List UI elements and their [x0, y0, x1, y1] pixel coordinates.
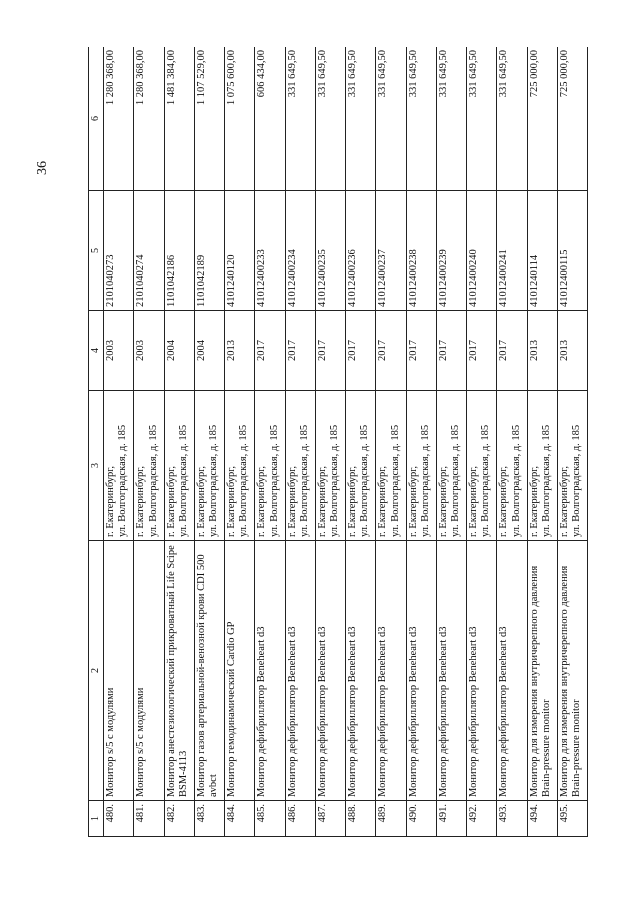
row-number-cell: 481. — [134, 801, 164, 837]
year-cell: 2017 — [467, 311, 497, 391]
cost-cell: 331 649,50 — [406, 47, 436, 191]
row-number-cell: 492. — [467, 801, 497, 837]
item-name-cell: Монитор s/5 с модулями — [134, 541, 164, 801]
inventory-code-cell: 2101040273 — [104, 191, 134, 311]
row-number-cell: 495. — [557, 801, 587, 837]
year-cell: 2004 — [194, 311, 224, 391]
address-line: г. Екатеринбург, — [165, 465, 177, 537]
item-name-cell: Монитор дефибриллятор Beneheart d3 — [406, 541, 436, 801]
item-name-cell: Монитор дефибриллятор Beneheart d3 — [467, 541, 497, 801]
inventory-code-cell: 41012400233 — [255, 191, 285, 311]
address-line: г. Екатеринбург, — [468, 465, 479, 537]
table-row — [497, 47, 527, 837]
year-cell: 2017 — [497, 311, 527, 391]
cost-cell: 331 649,50 — [436, 47, 466, 191]
cost-cell: 1 481 384,00 — [164, 47, 194, 191]
cost-cell: 331 649,50 — [285, 47, 315, 191]
table-row — [527, 47, 557, 837]
address-line: г. Екатеринбург, — [347, 465, 358, 537]
inventory-code-cell: 41012400115 — [557, 191, 587, 311]
address-line: г. Екатеринбург, — [558, 465, 570, 537]
year-cell: 2017 — [255, 311, 285, 391]
item-name-cell: Монитор дефибриллятор Beneheart d3 — [346, 541, 376, 801]
year-cell: 2003 — [104, 311, 134, 391]
address-line: г. Екатеринбург, — [286, 465, 298, 537]
inventory-code-cell: 4101240120 — [225, 191, 255, 311]
inventory-code-cell: 41012400237 — [376, 191, 406, 311]
column-header: 2 — [89, 541, 104, 801]
address-cell — [467, 391, 497, 541]
inventory-code-cell: 41012400240 — [467, 191, 497, 311]
address-line: г. Екатеринбург, — [407, 465, 419, 537]
inventory-code-cell: 41012400236 — [346, 191, 376, 311]
address-line: ул. Волгоградская, д. 185 — [389, 424, 401, 537]
address-cell — [104, 391, 134, 541]
address-line: г. Екатеринбург, — [135, 465, 147, 537]
inventory-code-cell: 2101040274 — [134, 191, 164, 311]
row-number-cell: 486. — [285, 801, 315, 837]
row-number-cell: 480. — [104, 801, 134, 837]
inventory-code-cell: 41012400239 — [436, 191, 466, 311]
item-name-cell: Монитор гемодинамический Cardio GP — [225, 541, 255, 801]
year-cell: 2017 — [376, 311, 406, 391]
year-cell: 2013 — [527, 311, 557, 391]
inventory-code-cell: 1101042186 — [164, 191, 194, 311]
column-header: 4 — [89, 311, 104, 391]
address-line: ул. Волгоградская, д. 185 — [268, 424, 280, 537]
column-header: 3 — [89, 391, 104, 541]
cost-cell: 331 649,50 — [497, 47, 527, 191]
year-cell: 2017 — [315, 311, 345, 391]
cost-cell: 1 280 368,00 — [134, 47, 164, 191]
address-line: ул. Волгоградская, д. 185 — [298, 424, 310, 537]
address-line: ул. Волгоградская, д. 185 — [510, 424, 522, 537]
address-cell — [225, 391, 255, 541]
year-cell: 2017 — [346, 311, 376, 391]
address-cell — [436, 391, 466, 541]
row-number-cell: 482. — [164, 801, 194, 837]
address-cell — [285, 391, 315, 541]
cost-cell: 331 649,50 — [467, 47, 497, 191]
address-line: ул. Волгоградская, д. 185 — [177, 424, 189, 537]
inventory-code-cell: 1101042189 — [194, 191, 224, 311]
address-cell — [255, 391, 285, 541]
table-row — [376, 47, 406, 837]
table-row — [134, 47, 164, 837]
address-line: г. Екатеринбург, — [316, 465, 328, 537]
table-row — [285, 47, 315, 837]
address-line: ул. Волгоградская, д. 185 — [450, 424, 462, 537]
table-row — [104, 47, 134, 837]
address-cell — [376, 391, 406, 541]
table-body — [104, 47, 588, 837]
table-row — [467, 47, 497, 837]
item-name-cell: Монитор дефибриллятор Beneheart d3 — [315, 541, 345, 801]
address-line: г. Екатеринбург, — [377, 465, 389, 537]
address-line: ул. Волгоградская, д. 185 — [147, 424, 159, 537]
table-row — [436, 47, 466, 837]
row-number-cell: 491. — [436, 801, 466, 837]
item-name-cell: Монитор газов артериальной-венозной крови CDI 500 avbct — [194, 541, 224, 801]
item-name-cell: Монитор для измерения внутричерепного давления Brain-pressure monitor — [527, 541, 557, 801]
address-line: ул. Волгоградская, д. 185 — [117, 424, 129, 537]
table-row — [255, 47, 285, 837]
item-name-cell: Монитор дефибриллятор Beneheart d3 — [436, 541, 466, 801]
column-header: 6 — [89, 47, 104, 191]
cost-cell: 1 280 368,00 — [104, 47, 134, 191]
cost-cell: 606 434,00 — [255, 47, 285, 191]
table-row — [346, 47, 376, 837]
address-line: г. Екатеринбург, — [498, 465, 510, 537]
item-name-cell: Монитор s/5 с модулями — [104, 541, 134, 801]
address-line: ул. Волгоградская, д. 185 — [419, 424, 431, 537]
item-name-cell: Монитор дефибриллятор Beneheart d3 — [255, 541, 285, 801]
row-number-cell: 483. — [194, 801, 224, 837]
address-line: ул. Волгоградская, д. 185 — [480, 424, 492, 537]
cost-cell: 725 000,00 — [527, 47, 557, 191]
row-number-cell: 485. — [255, 801, 285, 837]
address-line: г. Екатеринбург, — [226, 465, 237, 537]
address-line: ул. Волгоградская, д. 185 — [359, 424, 371, 537]
table-row — [406, 47, 436, 837]
header-row — [89, 47, 104, 837]
row-number-cell: 493. — [497, 801, 527, 837]
year-cell: 2017 — [436, 311, 466, 391]
year-cell: 2017 — [285, 311, 315, 391]
address-line: г. Екатеринбург, — [256, 465, 268, 537]
row-number-cell: 488. — [346, 801, 376, 837]
address-cell — [164, 391, 194, 541]
address-line: г. Екатеринбург, — [195, 465, 207, 537]
cost-cell: 331 649,50 — [376, 47, 406, 191]
address-line: г. Екатеринбург, — [105, 465, 116, 537]
item-name-cell: Монитор для измерения внутричерепного давления Brain-pressure monitor — [557, 541, 587, 801]
row-number-cell: 484. — [225, 801, 255, 837]
table-container — [88, 47, 588, 837]
column-header: 5 — [89, 191, 104, 311]
address-cell — [315, 391, 345, 541]
table-row — [225, 47, 255, 837]
address-cell — [406, 391, 436, 541]
address-line: ул. Волгоградская, д. 185 — [540, 424, 552, 537]
page-number: 36 — [35, 161, 50, 175]
inventory-code-cell: 41012400238 — [406, 191, 436, 311]
cost-cell: 725 000,00 — [557, 47, 587, 191]
address-cell — [497, 391, 527, 541]
address-line: г. Екатеринбург, — [437, 465, 449, 537]
rotated-table-frame — [88, 47, 588, 837]
row-number-cell: 494. — [527, 801, 557, 837]
address-line: г. Екатеринбург, — [528, 465, 540, 537]
row-number-cell: 487. — [315, 801, 345, 837]
item-name-cell: Монитор дефибриллятор Beneheart d3 — [376, 541, 406, 801]
row-number-cell: 490. — [406, 801, 436, 837]
asset-table — [88, 47, 588, 837]
item-name-cell: Монитор анестезиологический прикроватный Life Scipe BSM-4113 — [164, 541, 194, 801]
address-line: ул. Волгоградская, д. 185 — [329, 424, 341, 537]
cost-cell: 331 649,50 — [315, 47, 345, 191]
inventory-code-cell: 4101240114 — [527, 191, 557, 311]
year-cell: 2013 — [557, 311, 587, 391]
address-cell — [346, 391, 376, 541]
table-row — [194, 47, 224, 837]
table-row — [315, 47, 345, 837]
table-row — [164, 47, 194, 837]
cost-cell: 1 075 600,00 — [225, 47, 255, 191]
address-cell — [134, 391, 164, 541]
address-cell — [194, 391, 224, 541]
address-line: ул. Волгоградская, д. 185 — [208, 424, 220, 537]
cost-cell: 1 107 529,00 — [194, 47, 224, 191]
address-line: ул. Волгоградская, д. 185 — [238, 424, 250, 537]
address-cell — [527, 391, 557, 541]
year-cell: 2004 — [164, 311, 194, 391]
column-header: 1 — [89, 801, 104, 837]
cost-cell: 331 649,50 — [346, 47, 376, 191]
item-name-cell: Монитор дефибриллятор Beneheart d3 — [285, 541, 315, 801]
inventory-code-cell: 41012400235 — [315, 191, 345, 311]
inventory-code-cell: 41012400241 — [497, 191, 527, 311]
item-name-cell: Монитор дефибриллятор Beneheart d3 — [497, 541, 527, 801]
year-cell: 2003 — [134, 311, 164, 391]
table-row — [557, 47, 587, 837]
year-cell: 2013 — [225, 311, 255, 391]
year-cell: 2017 — [406, 311, 436, 391]
inventory-code-cell: 41012400234 — [285, 191, 315, 311]
address-line: ул. Волгоградская, д. 185 — [571, 424, 583, 537]
address-cell — [557, 391, 587, 541]
row-number-cell: 489. — [376, 801, 406, 837]
